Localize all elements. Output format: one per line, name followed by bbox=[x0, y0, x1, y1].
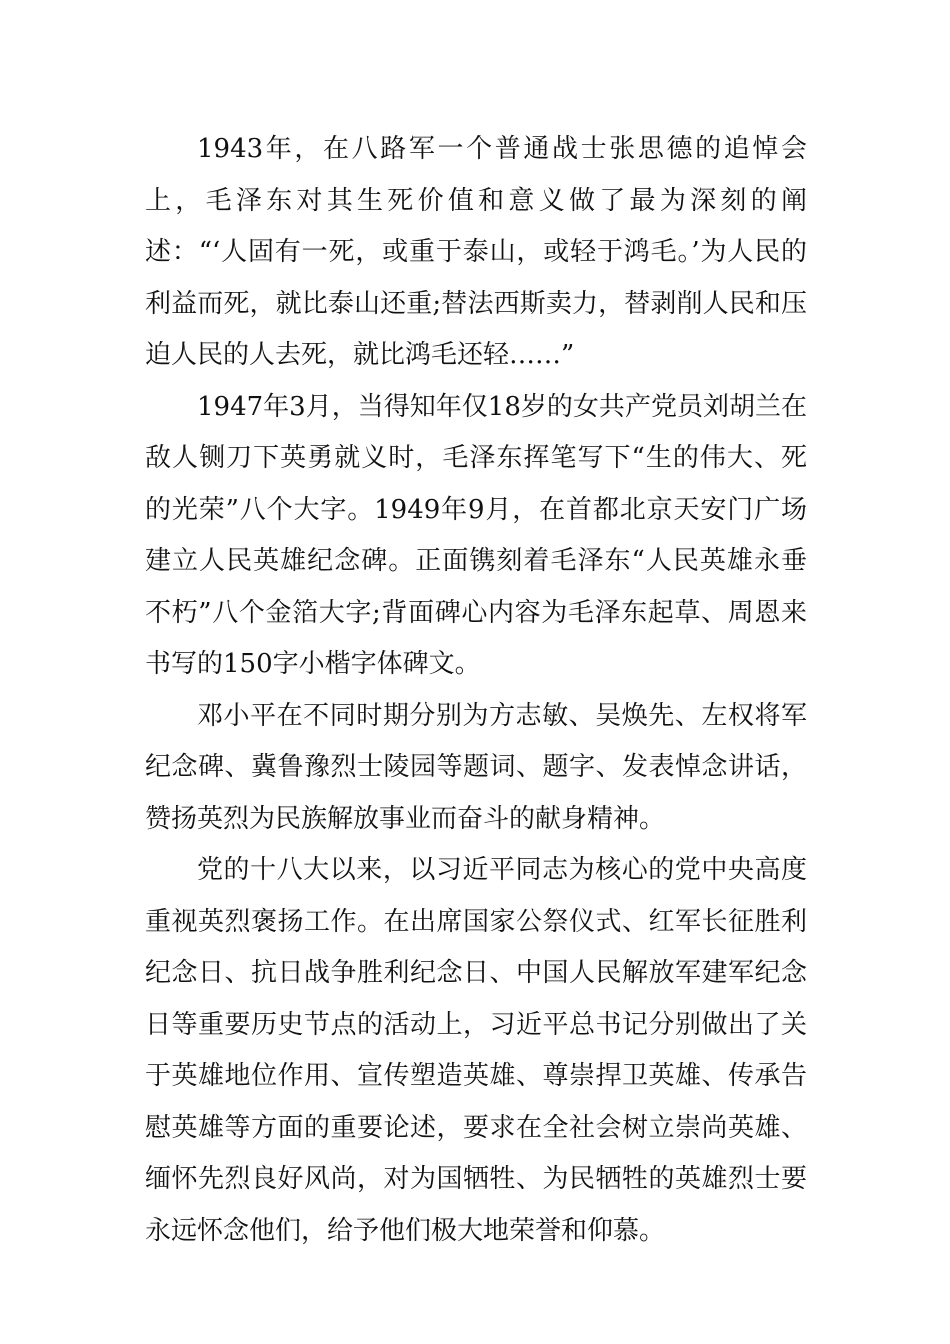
paragraph-liu-hulan-monument: 1947年3月，当得知年仅18岁的女共产党员刘胡兰在敌人铡刀下英勇就义时，毛泽东挥笔写下“生的伟大、死的光荣”八个大字。1949年9月，在首都北京天安门广场建立人民英雄纪念碑。正面镌刻着毛泽东“人民英雄永垂不朽”八个金箔大字;背面碑心内容为毛泽东起草、周恩来书写的150字小楷字体碑文。 bbox=[145, 391, 807, 679]
paragraph-deng-xiaoping: 邓小平在不同时期分别为方志敏、吴焕先、左权将军纪念碑、冀鲁豫烈士陵园等题词、题字、发表悼念讲话，赞扬英烈为民族解放事业而奋斗的献身精神。 bbox=[145, 700, 807, 834]
paragraph-eighteenth-congress: 党的十八大以来，以习近平同志为核心的党中央高度重视英烈褒扬工作。在出席国家公祭仪式、红军长征胜利纪念日、抗日战争胜利纪念日、中国人民解放军建军纪念日等重要历史节点的活动上，习近平总书记分别做出了关于英雄地位作用、宣传塑造英雄、尊崇捍卫英雄、传承告慰英雄等方面的重要论述，要求在全社会树立崇尚英雄、缅怀先烈良好风尚，对为国牺牲、为民牺牲的英雄烈士要永远怀念他们，给予他们极大地荣誉和仰慕。 bbox=[145, 855, 807, 1246]
paragraph-zhang-side: 1943年，在八路军一个普通战士张思德的追悼会上，毛泽东对其生死价值和意义做了最为深刻的阐述：“‘人固有一死，或重于泰山，或轻于鸿毛。’为人民的利益而死，就比泰山还重;替法西斯卖力，替剥削人民和压迫人民的人去死，就比鸿毛还轻……” bbox=[145, 134, 807, 370]
document-body bbox=[145, 124, 807, 1257]
